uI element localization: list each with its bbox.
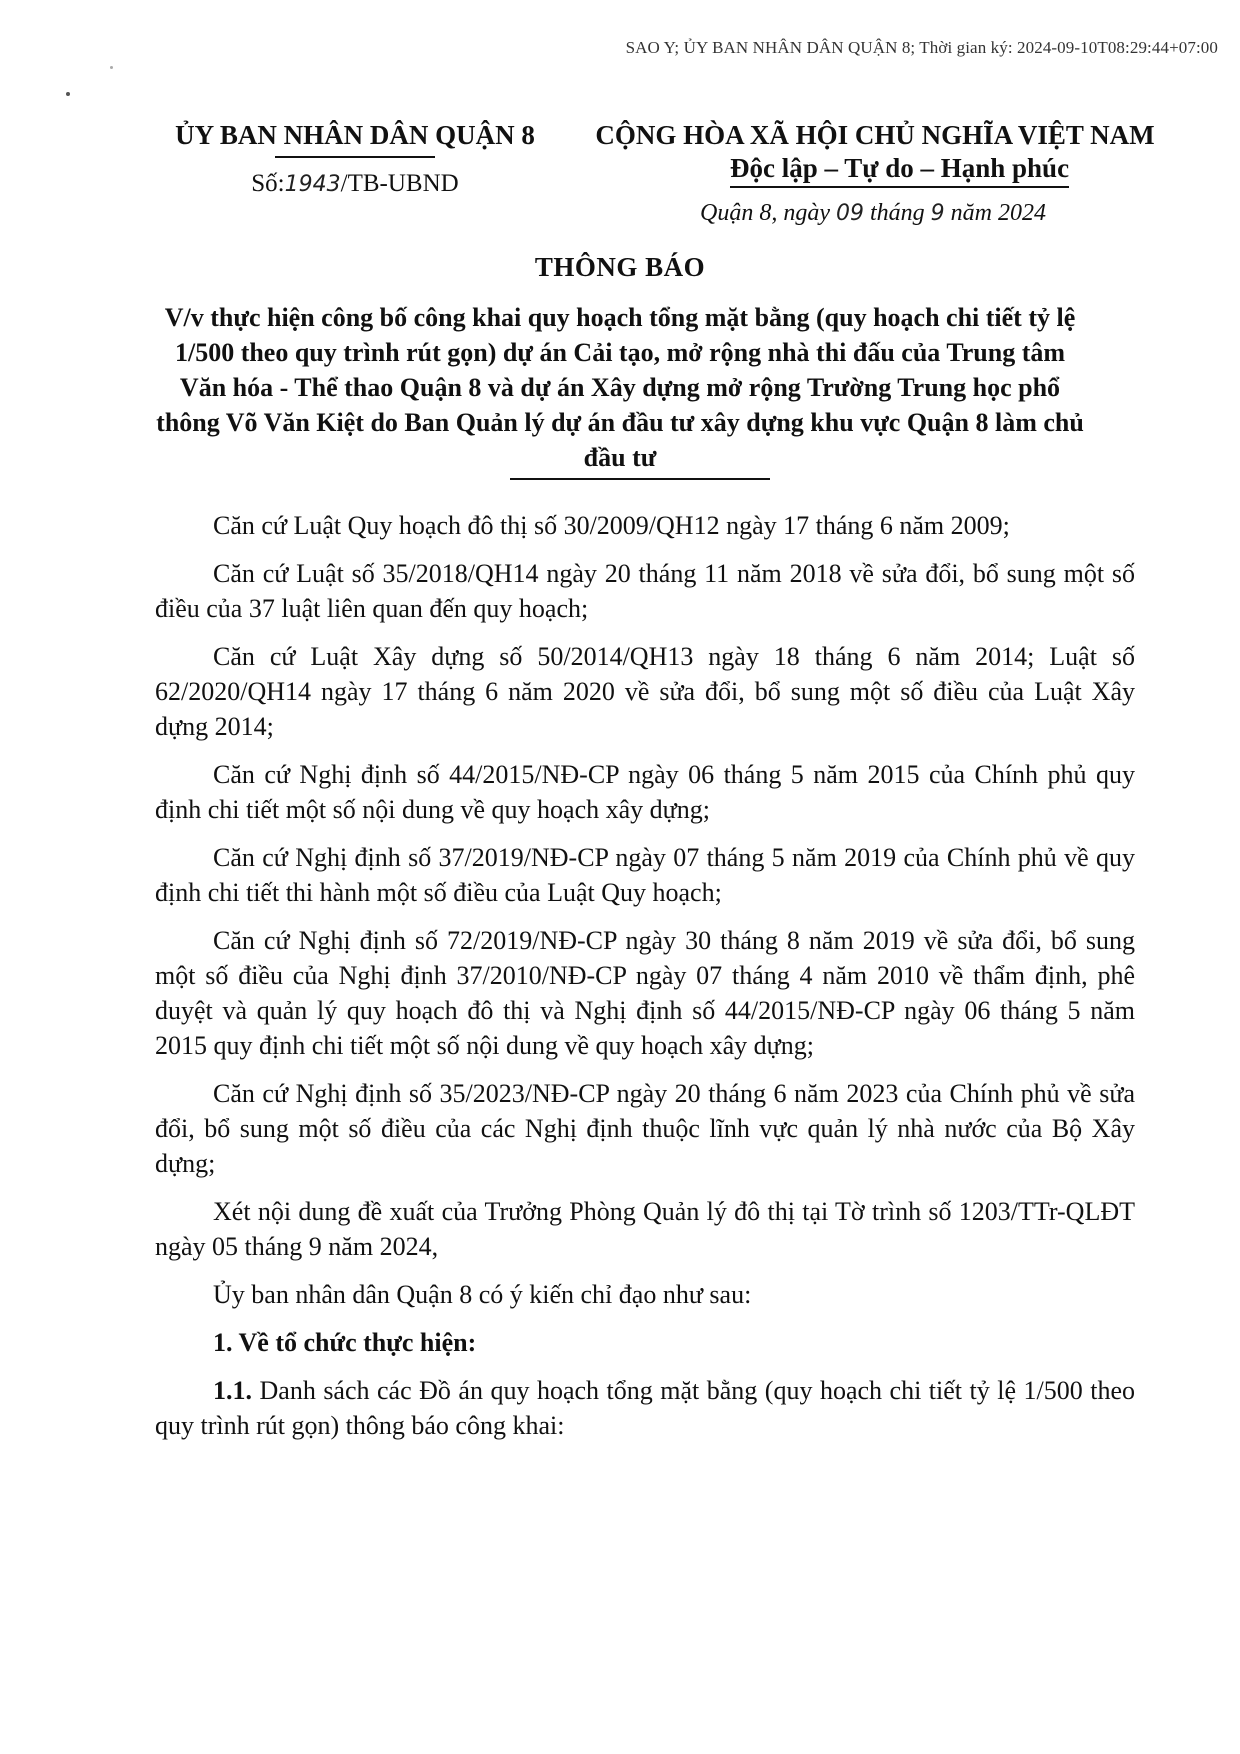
doc-number-prefix: Số: xyxy=(251,170,285,197)
doc-number-suffix: /TB-UBND xyxy=(340,170,459,197)
place-date-prefix: Quận 8, ngày xyxy=(700,200,830,226)
paragraph: Căn cứ Nghị định số 37/2019/NĐ-CP ngày 07 tháng 5 năm 2019 của Chính phủ về quy định chi tiết thi hành một số điều của Luật Quy hoạch; xyxy=(155,843,1135,907)
scan-speck xyxy=(110,66,113,69)
national-title: CỘNG HÒA XÃ HỘI CHỦ NGHĨA VIỆT NAM xyxy=(595,120,1155,150)
document-subject: V/v thực hiện công bố công khai quy hoạch tổng mặt bằng (quy hoạch chi tiết tỷ lệ 1/500 theo quy trình rút gọn) dự án Cải tạo, mở rộng nhà thi đấu của Trung tâm Văn hóa - Thể thao Quận 8 và dự án Xây dựng mở rộng Trường Trung học phổ thông Võ Văn Kiệt do Ban Quản lý dự án đầu tư xây dựng khu vực Quận 8 làm chủ đầu tư xyxy=(156,303,1084,472)
section-heading: 1. Về tổ chức thực hiện: xyxy=(213,1328,477,1357)
paragraph: Căn cứ Luật Quy hoạch đô thị số 30/2009/QH12 ngày 17 tháng 6 năm 2009; xyxy=(213,511,1010,540)
paragraph: Xét nội dung đề xuất của Trưởng Phòng Quản lý đô thị tại Tờ trình số 1203/TTr-QLĐT ngày 05 tháng 9 năm 2024, xyxy=(155,1197,1135,1261)
document-body xyxy=(155,508,1135,1456)
scan-speck xyxy=(66,92,70,96)
section-item xyxy=(155,1373,1135,1443)
paragraph: Căn cứ Nghị định số 72/2019/NĐ-CP ngày 30 tháng 8 năm 2019 về sửa đổi, bổ sung một số điều của Nghị định 37/2010/NĐ-CP ngày 07 tháng 4 năm 2010 về thẩm định, phê duyệt và quản lý quy hoạch đô thị và Nghị định số 44/2015/NĐ-CP ngày 06 tháng 5 năm 2015 quy định chi tiết một số nội dung về quy hoạch xây dựng; xyxy=(155,926,1135,1060)
paragraph: Căn cứ Luật Xây dựng số 50/2014/QH13 ngày 18 tháng 6 năm 2014; Luật số 62/2020/QH14 ngày 17 tháng 6 năm 2020 về sửa đổi, bổ sung một số điều của Luật Xây dựng 2014; xyxy=(155,642,1135,741)
year-label: năm 2024 xyxy=(950,200,1046,226)
month-handwritten: 9 xyxy=(930,201,945,226)
item-number: 1.1. xyxy=(213,1376,252,1405)
document-number xyxy=(130,170,580,198)
paragraph: Căn cứ Nghị định số 44/2015/NĐ-CP ngày 06 tháng 5 năm 2015 của Chính phủ quy định chi tiết một số nội dung về quy hoạch xây dựng; xyxy=(155,760,1135,824)
document-title: THÔNG BÁO xyxy=(534,252,706,282)
paragraph: Căn cứ Luật số 35/2018/QH14 ngày 20 tháng 11 năm 2018 về sửa đổi, bổ sung một số điều của 37 luật liên quan đến quy hoạch; xyxy=(155,559,1135,623)
agency-underline xyxy=(275,156,435,158)
header-right xyxy=(580,118,1170,227)
paragraph: Căn cứ Nghị định số 35/2023/NĐ-CP ngày 20 tháng 6 năm 2023 của Chính phủ về sửa đổi, bổ sung một số điều của các Nghị định thuộc lĩnh vực quản lý nhà nước của Bộ Xây dựng; xyxy=(155,1079,1135,1178)
doc-number-handwritten: 1943 xyxy=(284,172,341,197)
digital-signature-stamp: SAO Y; ỦY BAN NHÂN DÂN QUẬN 8; Thời gian ký: 2024-09-10T08:29:44+07:00 xyxy=(625,38,1218,57)
header-left xyxy=(130,118,580,198)
issuing-agency: ỦY BAN NHÂN DÂN QUẬN 8 xyxy=(175,120,535,150)
national-motto: Độc lập – Tự do – Hạnh phúc xyxy=(730,152,1069,188)
month-label: tháng xyxy=(869,200,925,226)
document-header xyxy=(130,118,1170,238)
subject-underline xyxy=(510,478,770,480)
paragraph: Ủy ban nhân dân Quận 8 có ý kiến chỉ đạo như sau: xyxy=(213,1280,752,1309)
place-and-date xyxy=(700,200,1170,227)
item-text: Danh sách các Đồ án quy hoạch tổng mặt bằng (quy hoạch chi tiết tỷ lệ 1/500 theo quy trình rút gọn) thông báo công khai: xyxy=(155,1376,1135,1440)
day-handwritten: 09 xyxy=(835,201,864,226)
